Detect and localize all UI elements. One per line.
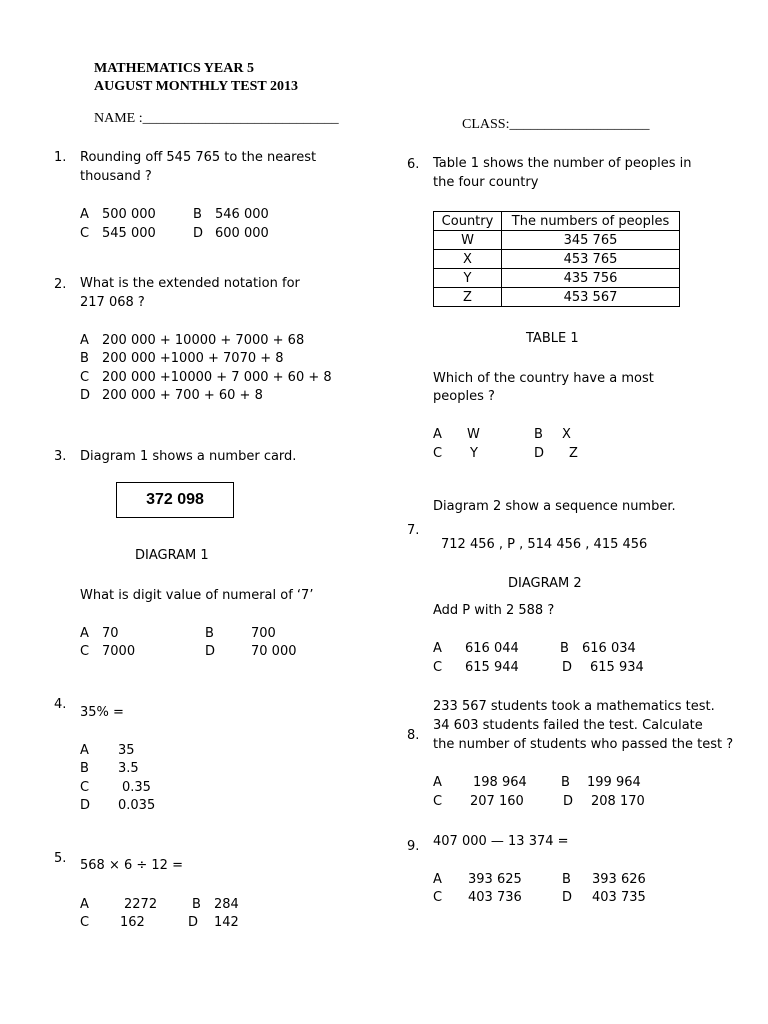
option-c: C 545 000 — [80, 226, 156, 241]
option-d: D 600 000 — [193, 226, 269, 241]
table-header-row — [434, 212, 680, 231]
table-cell-country: X — [434, 250, 502, 269]
question-text: 34 603 students failed the test. Calculate — [433, 718, 703, 733]
question-text: Which of the country have a most — [433, 371, 654, 386]
table-label: TABLE 1 — [526, 331, 579, 346]
table-row — [434, 269, 680, 288]
option-c: C 615 944 — [433, 660, 519, 675]
question-text: peoples ? — [433, 389, 495, 404]
question-text: 568 × 6 ÷ 12 = — [80, 858, 183, 873]
option-d: D 208 170 — [563, 794, 645, 809]
diagram-label: DIAGRAM 1 — [135, 548, 209, 563]
table-cell-country: W — [434, 231, 502, 250]
question-number: 8. — [407, 728, 420, 743]
question-text: 233 567 students took a mathematics test. — [433, 699, 715, 714]
option-b: B 199 964 — [561, 775, 641, 790]
number-card: 372 098 — [116, 482, 234, 518]
option-c: C 7000 — [80, 644, 136, 659]
table-cell-country: Z — [434, 288, 502, 307]
question-number: 4. — [54, 697, 67, 712]
option-a: A 70 — [80, 626, 119, 641]
table-cell-population: 453 765 — [502, 250, 680, 269]
question-text: Table 1 shows the number of peoples in — [433, 156, 692, 171]
option-a: A 500 000 — [80, 207, 156, 222]
option-d: D Z — [534, 446, 578, 461]
question-number: 9. — [407, 839, 420, 854]
question-text: What is digit value of numeral of ‘7’ — [80, 588, 314, 603]
question-text: Diagram 1 shows a number card. — [80, 449, 297, 464]
option-b: B 284 — [192, 897, 239, 912]
option-d: D 0.035 — [80, 798, 156, 813]
name-field-label: NAME :____________________________ — [94, 111, 339, 126]
question-text: thousand ? — [80, 169, 152, 184]
diagram-label: DIAGRAM 2 — [508, 576, 582, 591]
question-text: the four country — [433, 175, 539, 190]
option-b: B 616 034 — [560, 641, 636, 656]
question-number: 5. — [54, 851, 67, 866]
question-number: 7. — [407, 523, 420, 538]
option-c: C Y — [433, 446, 478, 461]
question-text: 217 068 ? — [80, 295, 145, 310]
question-number: 3. — [54, 449, 67, 464]
option-d: D 142 — [188, 915, 239, 930]
option-a: A 200 000 + 10000 + 7000 + 68 — [80, 333, 305, 348]
option-d: D 200 000 + 700 + 60 + 8 — [80, 388, 263, 403]
question-number: 2. — [54, 277, 67, 292]
table-header-population: The numbers of peoples — [502, 212, 680, 231]
option-a: A 616 044 — [433, 641, 519, 656]
table-header-country: Country — [434, 212, 502, 231]
option-c: C 403 736 — [433, 890, 522, 905]
sequence-numbers: 712 456 , P , 514 456 , 415 456 — [441, 537, 648, 552]
question-text: Add P with 2 588 ? — [433, 603, 555, 618]
option-b: B 200 000 +1000 + 7070 + 8 — [80, 351, 284, 366]
option-b: B 546 000 — [193, 207, 269, 222]
option-c: C 200 000 +10000 + 7 000 + 60 + 8 — [80, 370, 332, 385]
option-a: A 198 964 — [433, 775, 527, 790]
option-d: D 403 735 — [562, 890, 646, 905]
question-text: Rounding off 545 765 to the nearest — [80, 150, 317, 165]
test-title-line1: MATHEMATICS YEAR 5 — [94, 61, 254, 76]
option-a: A W — [433, 427, 480, 442]
population-table — [433, 211, 680, 307]
question-text: 35% = — [80, 705, 124, 720]
option-c: C 0.35 — [80, 780, 151, 795]
table-cell-population: 453 567 — [502, 288, 680, 307]
question-number: 1. — [54, 150, 67, 165]
table-cell-population: 435 756 — [502, 269, 680, 288]
question-number: 6. — [407, 157, 420, 172]
question-text: What is the extended notation for — [80, 276, 300, 291]
table-row — [434, 231, 680, 250]
table-cell-population: 345 765 — [502, 231, 680, 250]
test-title-line2: AUGUST MONTHLY TEST 2013 — [94, 79, 298, 94]
option-c: C 162 — [80, 915, 145, 930]
question-text: 407 000 — 13 374 = — [433, 834, 569, 849]
option-d: D 615 934 — [562, 660, 644, 675]
question-text: the number of students who passed the test ? — [433, 737, 734, 752]
table-row — [434, 250, 680, 269]
option-c: C 207 160 — [433, 794, 524, 809]
option-a: A 2272 — [80, 897, 158, 912]
question-intro: Diagram 2 show a sequence number. — [433, 499, 676, 514]
option-d: D 70 000 — [205, 644, 297, 659]
table-cell-country: Y — [434, 269, 502, 288]
option-a: A 35 — [80, 743, 135, 758]
option-a: A 393 625 — [433, 872, 522, 887]
option-b: B X — [534, 427, 571, 442]
option-b: B 700 — [205, 626, 276, 641]
option-b: B 393 626 — [562, 872, 646, 887]
class-field-label: CLASS:____________________ — [462, 117, 650, 132]
option-b: B 3.5 — [80, 761, 139, 776]
table-row — [434, 288, 680, 307]
